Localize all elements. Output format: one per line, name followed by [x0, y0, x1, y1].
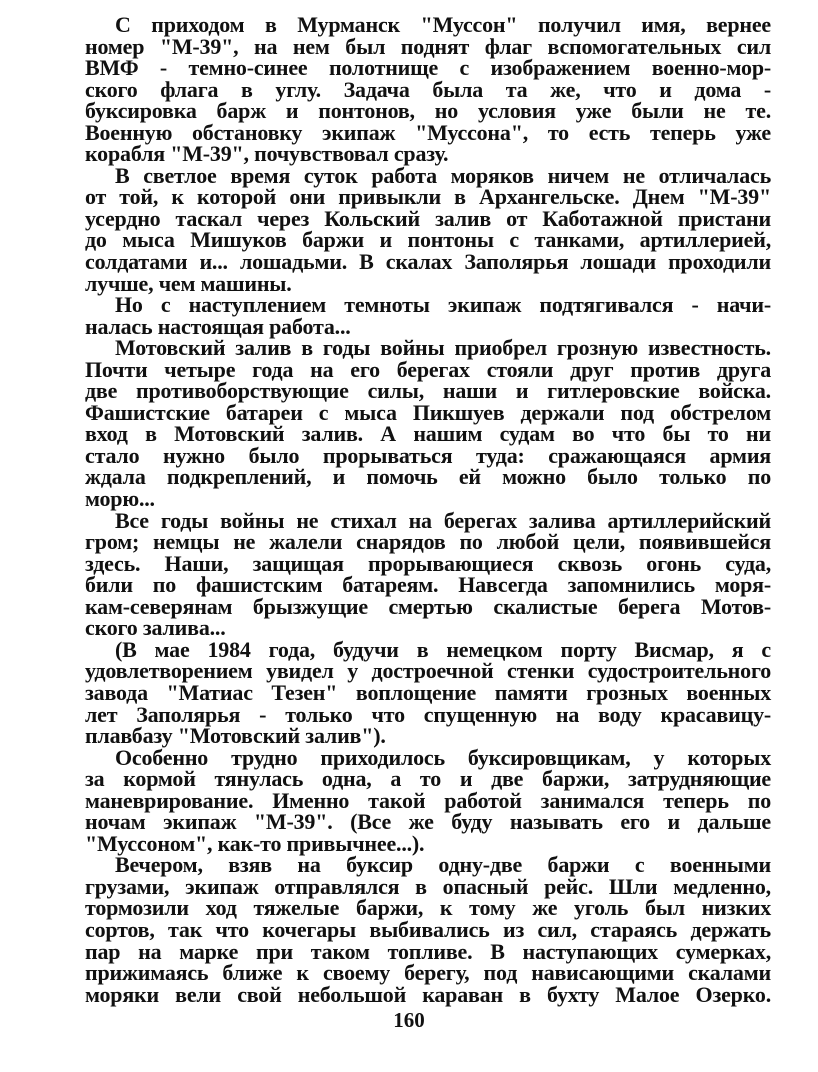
text-line: номер "М-39", на нем был поднят флаг вспомогательных сил — [85, 33, 771, 59]
text-line: Все годы войны не стихал на берегах залива артиллерийский — [115, 507, 771, 533]
text-line: Мотовский залив в годы войны приобрел грозную известность. — [115, 335, 771, 361]
page-body — [85, 14, 771, 1005]
paragraph — [85, 162, 771, 296]
text-line: "Муссоном", как-то привычнее...). — [85, 830, 425, 856]
paragraph — [85, 636, 771, 749]
text-line: Вечером, взяв на буксир одну-две баржи с военными — [115, 852, 771, 878]
text-line: стало нужно было прорываться туда: сражающаяся армия — [85, 442, 771, 468]
text-line: морю... — [85, 486, 155, 512]
text-line: усердно таскал через Кольский залив от Каботажной пристани — [85, 205, 771, 231]
text-line: ждала подкреплений, и помочь ей можно было только по — [85, 464, 771, 490]
text-line: корабля "М-39", почувствовал сразу. — [85, 141, 449, 167]
text-line: ночам экипаж "М-39". (Все же буду называть его и дальше — [85, 809, 771, 835]
paragraph — [85, 14, 771, 165]
text-line: удовлетворением увидел у достроечной стенки судостроительного — [85, 658, 771, 684]
text-line: С приходом в Мурманск "Муссон" получил имя, вернее — [115, 12, 771, 37]
text-line: за кормой тянулась одна, а то и две баржи, затрудняющие — [85, 766, 771, 792]
paragraph — [85, 744, 771, 856]
paragraph — [85, 294, 771, 337]
text-line: кам-северянам брызжущие смертью скалистые берега Мотов- — [85, 593, 771, 619]
text-line: вход в Мотовский залив. А нашим судам во что бы то ни — [85, 421, 771, 447]
text-line: сортов, так что кочегары выбивались из сил, стараясь держать — [85, 916, 771, 942]
text-line: (В мае 1984 года, будучи в немецком порту Висмар, я с — [115, 636, 771, 662]
text-line: солдатами и... лошадьми. В скалах Заполярья лошади проходили — [85, 249, 771, 275]
paragraph — [85, 854, 771, 1005]
text-line: плавбазу "Мотовский залив"). — [85, 723, 386, 749]
text-line: моряки вели свой небольшой караван в бухту Малое Озерко. — [85, 981, 771, 1007]
text-line: ВМФ - темно-синее полотнище с изображением военно-мор- — [85, 55, 771, 81]
text-line: завода "Матиас Тезен" воплощение памяти грозных военных — [85, 679, 771, 705]
text-line: Но с наступлением темноты экипаж подтягивался - начи- — [115, 292, 771, 318]
paragraph — [85, 335, 771, 512]
text-line: ского флага в углу. Задача была та же, что и дома - — [85, 76, 771, 102]
paragraph — [85, 507, 771, 641]
text-line: Фашистские батареи с мыса Пикшуев держали под обстрелом — [85, 399, 771, 425]
text-line: ского залива... — [85, 615, 226, 641]
text-line: маневрирование. Именно такой работой занимался теперь по — [85, 787, 771, 813]
text-line: Военную обстановку экипаж "Муссона", то есть теперь уже — [85, 119, 771, 145]
text-line: налась настоящая работа... — [85, 313, 351, 339]
text-line: пар на марке при таком топливе. В наступающих сумерках, — [85, 938, 771, 964]
text-line: тормозили ход тяжелые баржи, к тому же уголь был низких — [85, 895, 771, 921]
text-line: буксировка барж и понтонов, но условия уже были не те. — [85, 98, 771, 124]
page-number: 160 — [393, 1008, 425, 1032]
text-line: Особенно трудно приходилось буксировщикам, у которых — [115, 744, 771, 770]
text-line: лучше, чем машины. — [85, 270, 292, 296]
text-line: до мыса Мишуков баржи и понтоны с танками, артиллерией, — [85, 227, 771, 253]
text-line: грузами, экипаж отправлялся в опасный рейс. Шли медленно, — [85, 873, 771, 899]
text-line: били по фашистским батареям. Навсегда запомнились моря- — [85, 572, 771, 598]
text-line: гром; немцы не жалели снарядов по любой цели, появившейся — [85, 529, 771, 555]
text-line: В светлое время суток работа моряков ничем не отличалась — [115, 162, 771, 188]
text-line: прижимаясь ближе к своему берегу, под нависающими скалами — [85, 960, 771, 986]
text-line: лет Заполярья - только что спущенную на воду красавицу- — [85, 701, 771, 727]
text-line: Почти четыре года на его берегах стояли друг против друга — [85, 356, 771, 382]
text-line: от той, к которой они привыкли в Архангельске. Днем "М-39" — [85, 184, 771, 210]
text-line: здесь. Наши, защищая прорывающиеся сквозь огонь суда, — [85, 550, 771, 576]
text-line: две противоборствующие силы, наши и гитлеровские войска. — [85, 378, 771, 404]
